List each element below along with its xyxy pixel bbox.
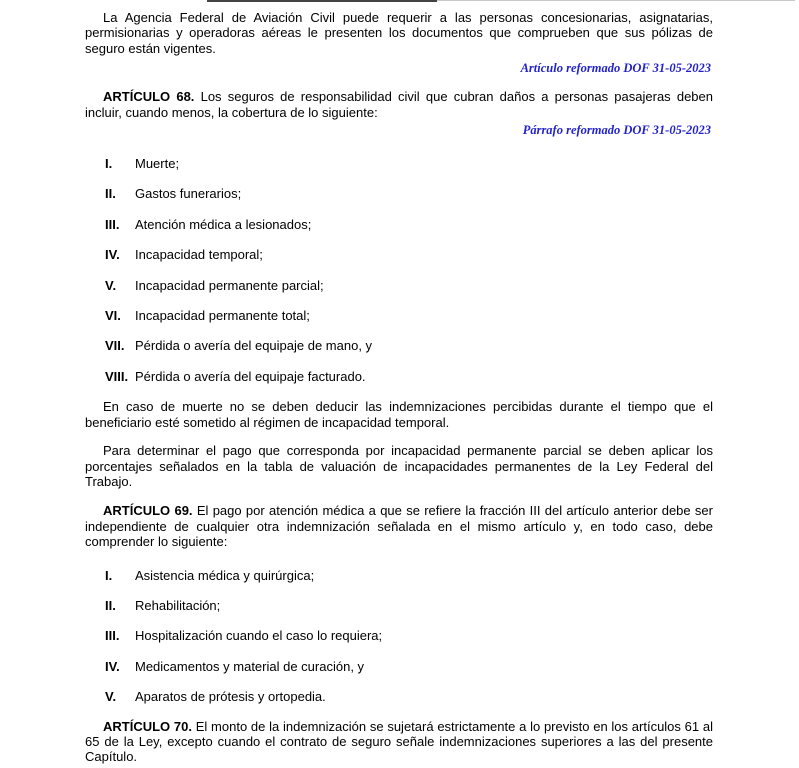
item-text: Incapacidad permanente total;: [135, 308, 310, 324]
list-item: [105, 659, 713, 674]
item-text: Hospitalización cuando el caso lo requiera;: [135, 628, 383, 644]
paragraph-partial-incapacity: Para determinar el pago que corresponda por incapacidad permanente parcial se deben aplicar los porcentajes señalados en la tabla de valuación de incapacidades permanentes de la Ley Federal del Trabajo.: [85, 443, 713, 489]
list-item: [105, 369, 713, 384]
list-item: [105, 568, 713, 583]
clipped-text-line-artifact-light: [437, 0, 795, 1]
clipped-text-line-artifact: [207, 0, 437, 2]
list-item: [105, 278, 713, 293]
item-text: Asistencia médica y quirúrgica;: [135, 567, 315, 583]
item-numeral: V.: [105, 689, 117, 705]
list-item: [105, 338, 713, 353]
item-text: Incapacidad temporal;: [135, 247, 263, 263]
item-numeral: II.: [105, 597, 116, 613]
item-text: Gastos funerarios;: [135, 186, 242, 202]
article-69-label: ARTÍCULO 69.: [103, 503, 193, 519]
paragraph-death-deduction: En caso de muerte no se deben deducir las indemnizaciones percibidas durante el tiempo que el beneficiario esté sometido al régimen de incapacidad temporal.: [85, 399, 713, 430]
article-68-paragraph: [85, 89, 713, 120]
article-70-text: El monto de la indemnización se sujetará estrictamente a lo previsto en los artículos 61 al 65 de la Ley, excepto cuando el contrato de seguro señale indemnizaciones superiores a las del presente Capítulo.: [85, 718, 713, 765]
item-text: Pérdida o avería del equipaje facturado.: [135, 368, 366, 384]
item-numeral: VIII.: [105, 368, 129, 384]
item-text: Pérdida o avería del equipaje de mano, y: [135, 338, 373, 354]
item-text: Aparatos de prótesis y ortopedia.: [135, 689, 326, 705]
paragraph-intro: La Agencia Federal de Aviación Civil puede requerir a las personas concesionarias, asignatarias, permisionarias y operadoras aéreas le presenten los documentos que comprueben que sus pólizas de seguro están vigentes.: [85, 10, 713, 56]
article-69-text: El pago por atención médica a que se refiere la fracción III del artículo anterior debe ser independiente de cualquier otra indemnización señalada en el mismo artículo y, en todo caso, debe comprender lo siguiente:: [85, 503, 713, 550]
item-text: Atención médica a lesionados;: [135, 216, 312, 232]
item-numeral: V.: [105, 277, 117, 293]
list-item: [105, 308, 713, 323]
item-numeral: II.: [105, 186, 116, 202]
article-70-paragraph: [85, 719, 713, 765]
reform-annotation-article: Artículo reformado DOF 31-05-2023: [520, 61, 711, 76]
list-item: [105, 186, 713, 201]
item-numeral: IV.: [105, 247, 120, 263]
list-item: [105, 247, 713, 262]
article-69-list: [85, 568, 713, 705]
item-text: Rehabilitación;: [135, 597, 221, 613]
article-68-label: ARTÍCULO 68.: [103, 89, 195, 105]
list-item: [105, 217, 713, 232]
article-68-list: [85, 156, 713, 384]
item-numeral: VI.: [105, 308, 121, 324]
item-text: Medicamentos y material de curación, y: [135, 658, 365, 674]
item-text: Incapacidad permanente parcial;: [135, 277, 324, 293]
list-item: [105, 689, 713, 704]
item-numeral: I.: [105, 156, 113, 172]
reform-annotation-paragraph: Párrafo reformado DOF 31-05-2023: [522, 123, 711, 138]
article-69-paragraph: [85, 503, 713, 549]
article-70-label: ARTÍCULO 70.: [103, 718, 192, 734]
item-numeral: IV.: [105, 658, 120, 674]
list-item: [105, 598, 713, 613]
item-text: Muerte;: [135, 156, 180, 172]
item-numeral: III.: [105, 628, 120, 644]
article-68-text: Los seguros de responsabilidad civil que cubran daños a personas pasajeras deben incluir, cuando menos, la cobertura de lo siguiente:: [85, 89, 713, 120]
list-item: [105, 628, 713, 643]
item-numeral: VII.: [105, 338, 125, 354]
item-numeral: I.: [105, 567, 113, 583]
list-item: [105, 156, 713, 171]
item-numeral: III.: [105, 216, 120, 232]
